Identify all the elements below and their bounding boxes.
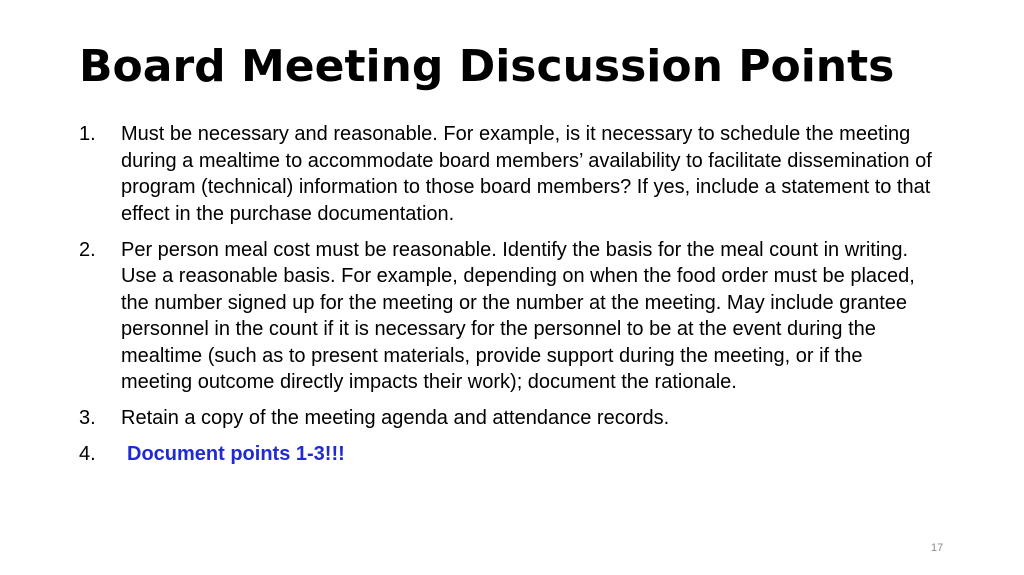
discussion-points-list xyxy=(79,121,939,477)
list-item-text: Must be necessary and reasonable. For example, is it necessary to schedule the meeting during a mealtime to accommodate board members’ availability to facilitate dissemination of program (technical) information to those board members? If yes, include a statement to that effect in the purchase documentation. xyxy=(121,123,932,225)
list-item xyxy=(79,121,939,227)
list-item-number: 1. xyxy=(79,123,96,145)
list-item xyxy=(79,441,939,468)
list-item-text: Retain a copy of the meeting agenda and attendance records. xyxy=(121,407,670,429)
list-item-number: 3. xyxy=(79,407,96,429)
emphasis-text: Document points 1-3!!! xyxy=(127,443,345,465)
list-item xyxy=(79,237,939,396)
list-item-number: 4. xyxy=(79,443,96,465)
list-item-number: 2. xyxy=(79,238,96,261)
page-number: 17 xyxy=(931,542,944,554)
slide-title: Board Meeting Discussion Points xyxy=(79,41,895,92)
list-item xyxy=(79,405,939,432)
list-item-text: Per person meal cost must be reasonable. Identify the basis for the meal count in writing. Use a reasonable basis. For example, depending on when the food order must be placed, the number signed up for the meeting or the number at the meeting. May include grantee personnel in the count if it is necessary for the personnel to be at the event during the mealtime (such as to present materials, provide support during the meeting, or if the meeting outcome directly impacts their work); document the rationale. xyxy=(121,238,915,393)
